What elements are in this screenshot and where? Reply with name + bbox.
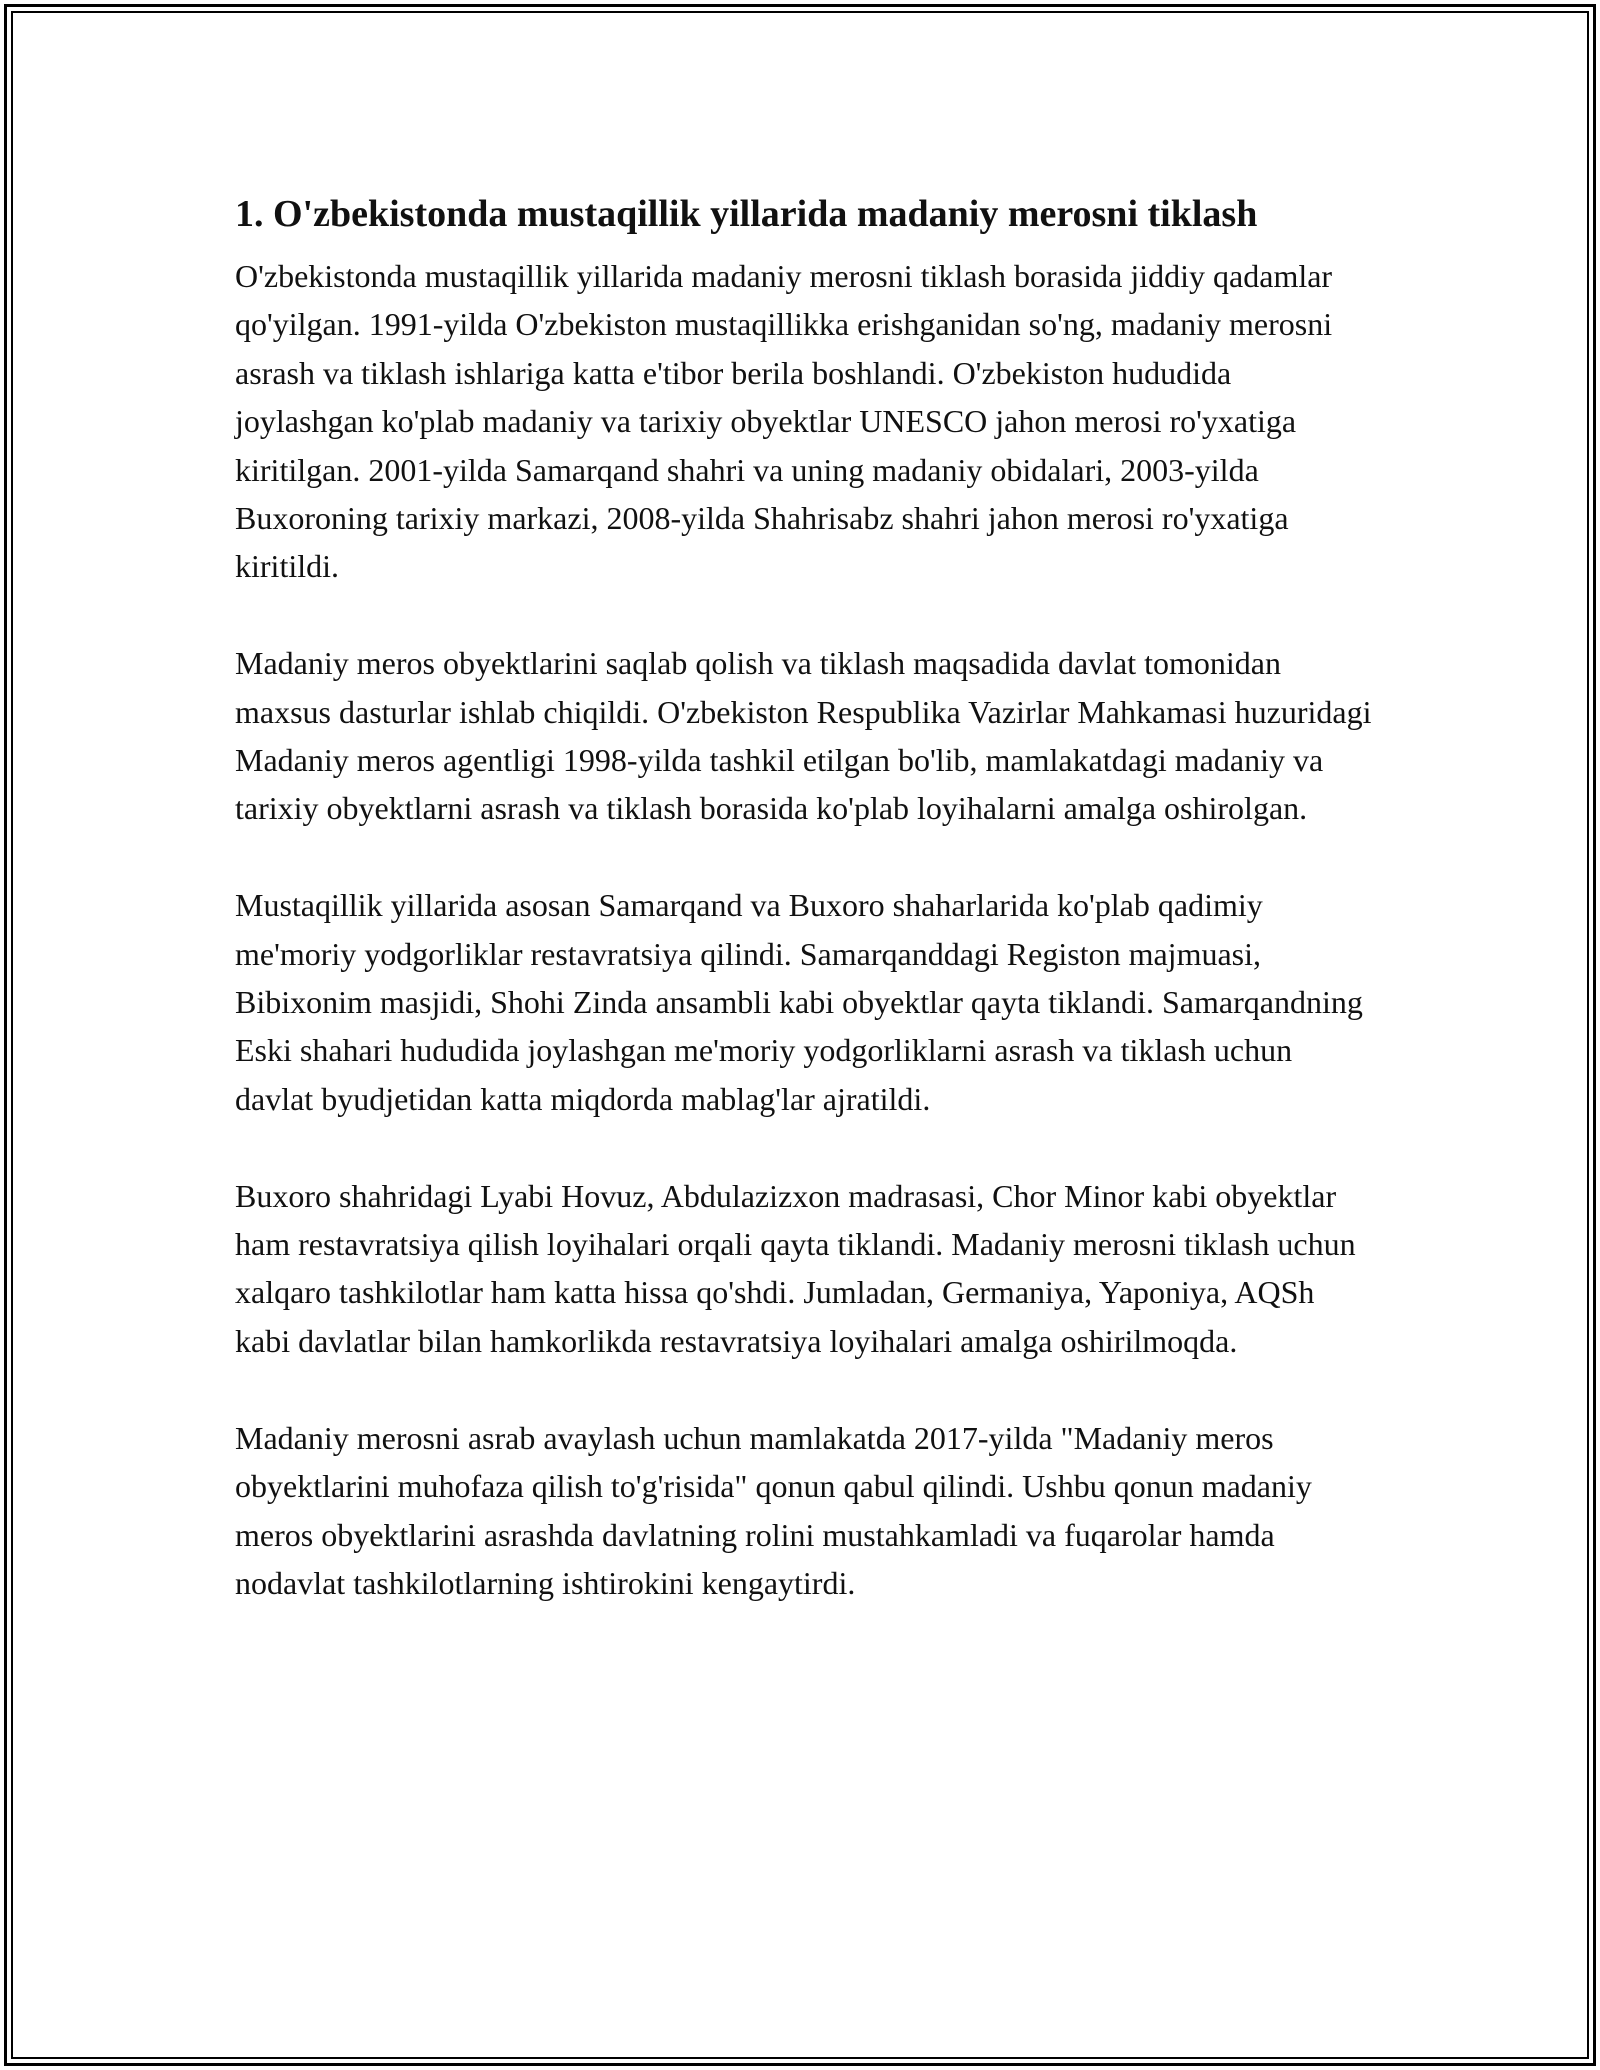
document-title: 1. O'zbekistonda mustaqillik yillarida madaniy merosni tiklash <box>235 193 1258 235</box>
document-body <box>235 190 1375 1656</box>
paragraph-unesco-heritage: O'zbekistonda mustaqillik yillarida madaniy merosni tiklash borasida jiddiy qadamlar qo'yilgan. 1991-yilda O'zbekiston mustaqillikka erishganidan so'ng, madaniy merosni asrash va tiklash ishlariga katta e'tibor berila boshlandi. O'zbekiston hududida joylashgan ko'plab madaniy va tarixiy obyektlar UNESCO jahon merosi ro'yxatiga kiritilgan. 2001-yilda Samarqand shahri va uning madaniy obidalari, 2003-yilda Buxoroning tarixiy markazi, 2008-yilda Shahrisabz shahri jahon merosi ro'yxatiga kiritildi. <box>235 258 1333 585</box>
paragraph-state-programs: Madaniy meros obyektlarini saqlab qolish va tiklash maqsadida davlat tomonidan maxsus dasturlar ishlab chiqildi. O'zbekiston Respublika Vazirlar Mahkamasi huzuridagi Madaniy meros agentligi 1998-yilda tashkil etilgan bo'lib, mamlakatdagi madaniy va tarixiy obyektlarni asrash va tiklash borasida ko'plab loyihalarni amalga oshirolgan. <box>235 645 1372 827</box>
paragraph-bukhara-restoration: Buxoro shahridagi Lyabi Hovuz, Abdulazizxon madrasasi, Chor Minor kabi obyektlar ham restavratsiya qilish loyihalari orqali qayta tiklandi. Madaniy merosni tiklash uchun xalqaro tashkilotlar ham katta hissa qo'shdi. Jumladan, Germaniya, Yaponiya, AQSh kabi davlatlar bilan hamkorlikda restavratsiya loyihalari amalga oshirilmoqda. <box>235 1177 1356 1359</box>
paragraph-samarkand-restoration: Mustaqillik yillarida asosan Samarqand va Buxoro shaharlarida ko'plab qadimiy me'moriy yodgorliklar restavratsiya qilindi. Samarqanddagi Registon majmuasi, Bibixonim masjidi, Shohi Zinda ansambli kabi obyektlar qayta tiklandi. Samarqandning Eski shahari hududida joylashgan me'moriy yodgorliklarni asrash va tiklash uchun davlat byudjetidan katta miqdorda mablag'lar ajratildi. <box>235 887 1363 1117</box>
paragraph-heritage-law: Madaniy merosni asrab avaylash uchun mamlakatda 2017-yilda "Madaniy meros obyektlarini muhofaza qilish to'g'risida" qonun qabul qilindi. Ushbu qonun madaniy meros obyektlarini asrashda davlatning rolini mustahkamladi va fuqarolar hamda nodavlat tashkilotlarning ishtirokini kengaytirdi. <box>235 1419 1312 1601</box>
